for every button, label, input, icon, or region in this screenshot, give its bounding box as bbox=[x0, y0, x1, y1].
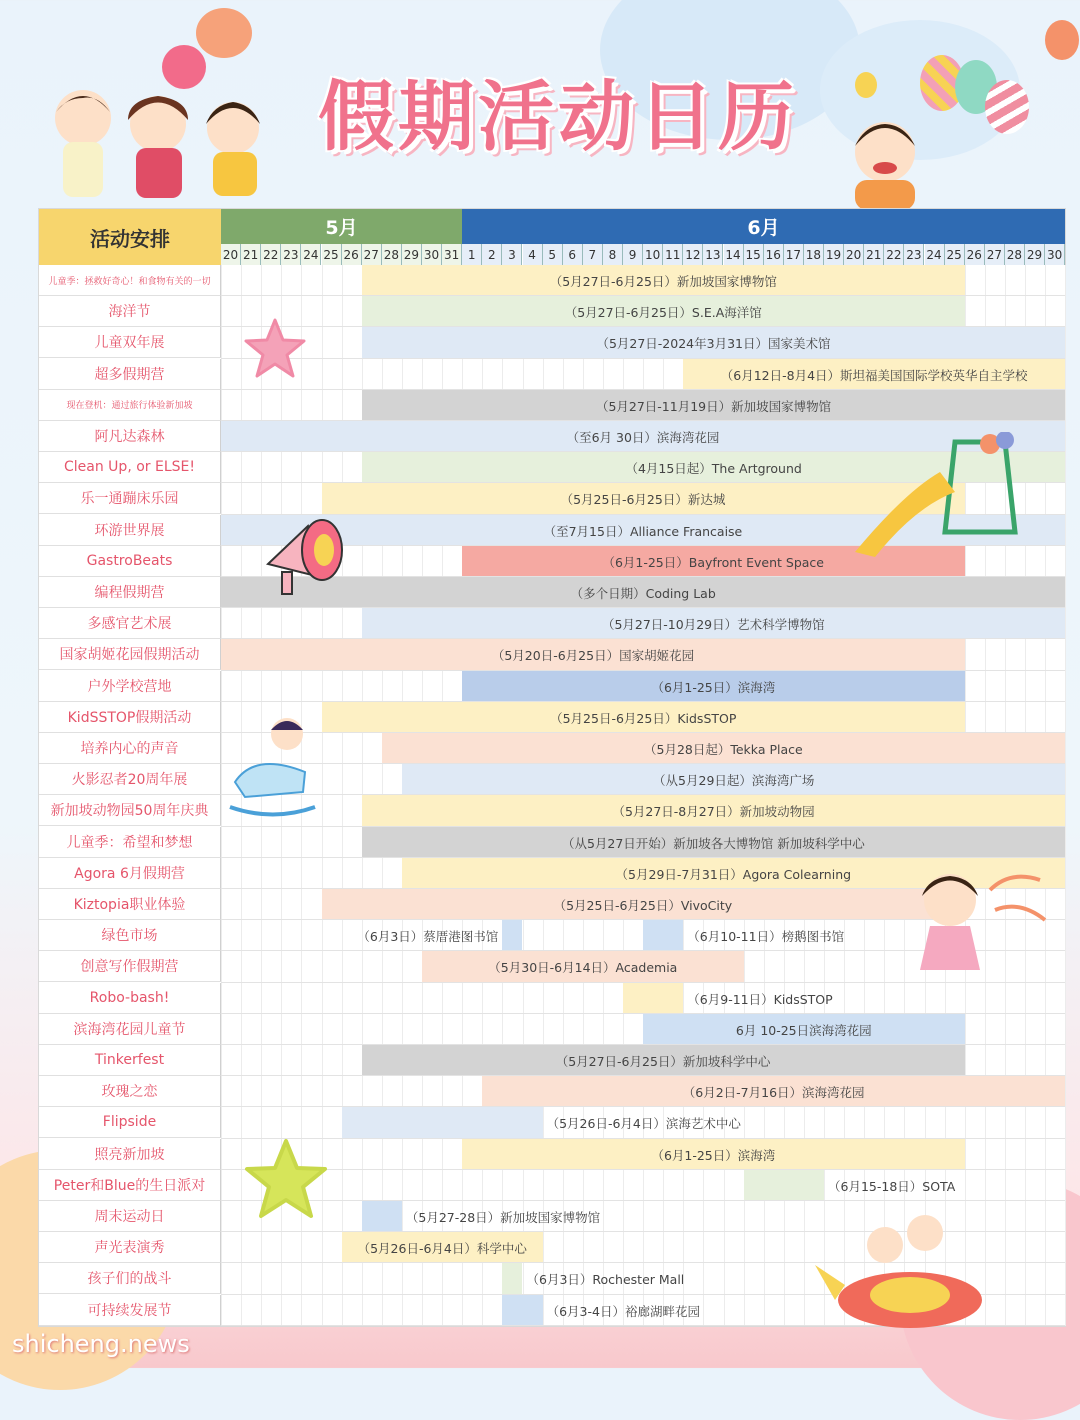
activity-detail: （5月27-28日）新加坡国家博物馆 bbox=[405, 1210, 601, 1225]
activity-detail: （5月27日-8月27日）新加坡动物园 bbox=[612, 804, 815, 820]
activity-detail: （5月27日-10月29日）艺术科学博物馆 bbox=[601, 617, 825, 633]
activity-detail: （6月2日-7月16日）滨海湾花园 bbox=[682, 1085, 865, 1101]
day-header-cell: 30 bbox=[422, 244, 442, 265]
activity-detail: （5月27日-6月25日）新加坡科学中心 bbox=[555, 1054, 771, 1069]
activity-detail: （5月27日-2024年3月31日）国家美术馆 bbox=[596, 336, 831, 352]
activity-detail: （从5月27日开始）新加坡各大博物馆 新加坡科学中心 bbox=[561, 835, 865, 851]
day-header-cell: 14 bbox=[724, 244, 744, 265]
activity-label: 海洋节 bbox=[39, 296, 221, 327]
activity-label: KidSSTOP假期活动 bbox=[39, 702, 221, 733]
month-header-june: 6月 bbox=[462, 209, 1065, 244]
day-header-cell: 2 bbox=[482, 244, 502, 265]
activity-label: 绿色市场 bbox=[39, 920, 221, 951]
activity-label: 儿童季：希望和梦想 bbox=[39, 827, 221, 858]
day-header-cell: 23 bbox=[281, 244, 301, 265]
activity-detail: （5月27日-6月25日）S.E.A海洋馆 bbox=[564, 305, 762, 321]
activity-label: 创意写作假期营 bbox=[39, 951, 221, 982]
megaphone-icon bbox=[262, 518, 346, 598]
activity-bar bbox=[502, 920, 522, 950]
day-header-cell: 25 bbox=[322, 244, 342, 265]
playground-slide-icon bbox=[845, 432, 1025, 562]
activity-label: 培养内心的声音 bbox=[39, 733, 221, 764]
day-header-cell: 20 bbox=[221, 244, 241, 265]
activity-detail: （5月28日起）Tekka Place bbox=[644, 742, 803, 757]
day-header-cell: 15 bbox=[744, 244, 764, 265]
day-header-cell: 27 bbox=[985, 244, 1005, 265]
activity-label: 阿凡达森林 bbox=[39, 421, 221, 452]
activity-label: 乐一通蹦床乐园 bbox=[39, 483, 221, 514]
activity-label: Agora 6月假期营 bbox=[39, 858, 221, 889]
activity-label: Robo-bash! bbox=[39, 983, 221, 1014]
activity-label: 超多假期营 bbox=[39, 359, 221, 390]
day-header-cell: 9 bbox=[623, 244, 643, 265]
day-header-cell: 24 bbox=[925, 244, 945, 265]
day-header-cell: 22 bbox=[884, 244, 904, 265]
activity-label: 现在登机：通过旅行体验新加坡 bbox=[39, 390, 221, 421]
balloon-icon bbox=[855, 72, 877, 98]
day-header-cell: 22 bbox=[261, 244, 281, 265]
activity-detail: （5月25日-6月25日）KidsSTOP bbox=[550, 710, 737, 726]
day-header-cell: 24 bbox=[301, 244, 321, 265]
activity-label: 玫瑰之恋 bbox=[39, 1076, 221, 1107]
activity-label: Clean Up, or ELSE! bbox=[39, 452, 221, 483]
activity-detail: （6月1-25日）滨海湾 bbox=[651, 1147, 776, 1163]
activity-detail: （6月9-11日）KidsSTOP bbox=[687, 991, 833, 1007]
day-header-cell: 11 bbox=[663, 244, 683, 265]
day-header-cell: 21 bbox=[864, 244, 884, 265]
activity-detail: （6月3-4日）裕廊湖畔花园 bbox=[546, 1303, 700, 1319]
activity-label: Kiztopia职业体验 bbox=[39, 889, 221, 920]
day-header-cell: 19 bbox=[824, 244, 844, 265]
activity-detail: （5月30日-6月14日）Academia bbox=[488, 960, 678, 976]
activity-detail: （5月20日-6月25日）国家胡姬花园 bbox=[491, 648, 695, 664]
heart-balloon-icon bbox=[196, 8, 252, 58]
activity-label: Tinkerfest bbox=[39, 1045, 221, 1076]
activity-detail: （5月26日-6月4日）滨海艺术中心 bbox=[546, 1116, 741, 1132]
activity-detail: 6月 10-25日滨海湾花园 bbox=[735, 1022, 872, 1038]
gridline-vertical bbox=[1065, 265, 1066, 1326]
activity-detail: （5月29日-7月31日）Agora Colearning bbox=[615, 866, 852, 882]
day-header-cell: 16 bbox=[764, 244, 784, 265]
activity-bar bbox=[744, 1170, 824, 1200]
day-header-cell: 26 bbox=[965, 244, 985, 265]
activity-detail: （多个日期）Coding Lab bbox=[570, 586, 716, 601]
kid-illustration-icon bbox=[48, 80, 278, 205]
calendar-grid bbox=[38, 208, 1066, 1327]
activity-label: 新加坡动物园50周年庆典 bbox=[39, 795, 221, 826]
star-icon bbox=[244, 1138, 328, 1222]
activity-label: 照亮新加坡 bbox=[39, 1139, 221, 1170]
day-header-cell: 1 bbox=[462, 244, 482, 265]
day-header-cell: 31 bbox=[442, 244, 462, 265]
activity-detail: （6月1-25日）滨海湾 bbox=[651, 679, 776, 695]
activity-label: Flipside bbox=[39, 1107, 221, 1138]
activity-detail: （从5月29日起）滨海湾广场 bbox=[653, 773, 815, 789]
day-header-cell: 28 bbox=[382, 244, 402, 265]
activity-bar bbox=[623, 983, 683, 1013]
activity-label: Peter和Blue的生日派对 bbox=[39, 1170, 221, 1201]
activity-bar bbox=[362, 1201, 402, 1231]
page-title: 假期活动日历 bbox=[318, 72, 798, 161]
girl-illustration-icon bbox=[900, 860, 1050, 980]
airplane-kids-icon bbox=[815, 1205, 995, 1355]
day-header-cell: 18 bbox=[804, 244, 824, 265]
activity-detail: （5月27日-11月19日）新加坡国家博物馆 bbox=[595, 398, 832, 414]
activity-detail: （5月27日-6月25日）新加坡国家博物馆 bbox=[549, 274, 777, 289]
activity-detail: （6月10-11日）榜鹅图书馆 bbox=[687, 929, 845, 945]
day-header-cell: 28 bbox=[1005, 244, 1025, 265]
day-header-cell: 25 bbox=[945, 244, 965, 265]
day-header-cell: 17 bbox=[784, 244, 804, 265]
day-header-cell: 13 bbox=[703, 244, 723, 265]
activity-bar bbox=[342, 1107, 543, 1137]
day-header-cell: 7 bbox=[583, 244, 603, 265]
day-header-cell: 6 bbox=[563, 244, 583, 265]
activity-label: 火影忍者20周年展 bbox=[39, 764, 221, 795]
activity-label: 可持续发展节 bbox=[39, 1295, 221, 1326]
activity-detail: （6月15-18日）SOTA bbox=[828, 1178, 956, 1194]
day-header-cell: 4 bbox=[523, 244, 543, 265]
day-header-cell: 20 bbox=[844, 244, 864, 265]
balloon-icon bbox=[985, 80, 1029, 134]
activity-label: GastroBeats bbox=[39, 546, 221, 577]
activity-label: 国家胡姬花园假期活动 bbox=[39, 639, 221, 670]
day-header-cell: 5 bbox=[543, 244, 563, 265]
activity-detail: （5月25日-6月25日）VivoCity bbox=[553, 898, 733, 913]
activity-bar bbox=[502, 1263, 522, 1293]
month-header-may: 5月 bbox=[221, 209, 462, 244]
day-header-cell: 26 bbox=[342, 244, 362, 265]
activity-label: 环游世界展 bbox=[39, 515, 221, 546]
activity-label: 儿童季：拯救好奇心！和食物有关的一切 bbox=[39, 265, 221, 296]
activity-label: 户外学校营地 bbox=[39, 671, 221, 702]
day-header-cell: 8 bbox=[603, 244, 623, 265]
activity-detail: （6月1-25日）Bayfront Event Space bbox=[602, 554, 824, 570]
day-header-cell: 10 bbox=[643, 244, 663, 265]
activity-detail: （6月3日）蔡厝港图书馆 bbox=[357, 929, 499, 945]
activity-label: 儿童双年展 bbox=[39, 327, 221, 358]
activity-header: 活动安排 bbox=[39, 209, 221, 265]
watermark: shicheng.news bbox=[12, 1330, 190, 1358]
day-header-cell: 27 bbox=[362, 244, 382, 265]
day-header-cell: 29 bbox=[1025, 244, 1045, 265]
activity-detail: （至6月 30日）滨海湾花园 bbox=[566, 430, 720, 445]
day-header-cell: 30 bbox=[1045, 244, 1065, 265]
activity-detail: （4月15日起）The Artground bbox=[625, 461, 802, 477]
activity-bar bbox=[643, 920, 683, 950]
activity-detail: （6月3日）Rochester Mall bbox=[526, 1272, 685, 1288]
activity-bar bbox=[502, 1295, 542, 1325]
gridline-horizontal bbox=[221, 1200, 1065, 1201]
kid-illustration-icon bbox=[830, 110, 940, 210]
gridline-horizontal bbox=[221, 1169, 1065, 1170]
activity-label: 编程假期营 bbox=[39, 577, 221, 608]
day-header-cell: 21 bbox=[241, 244, 261, 265]
activity-label: 多感官艺术展 bbox=[39, 608, 221, 639]
star-icon bbox=[244, 318, 306, 380]
activity-label: 声光表演秀 bbox=[39, 1232, 221, 1263]
day-header-cell: 29 bbox=[402, 244, 422, 265]
activity-detail: （6月12日-8月4日）斯坦福美国国际学校英华自主学校 bbox=[720, 367, 1028, 383]
day-header-cell: 12 bbox=[683, 244, 703, 265]
activity-label: 周末运动日 bbox=[39, 1201, 221, 1232]
activity-detail: （至7月15日）Alliance Francaise bbox=[543, 523, 743, 539]
activity-detail: （5月26日-6月4日）科学中心 bbox=[357, 1241, 527, 1257]
day-header-cell: 3 bbox=[502, 244, 522, 265]
activity-detail: （5月25日-6月25日）新达城 bbox=[560, 492, 726, 508]
activity-label: 滨海湾花园儿童节 bbox=[39, 1014, 221, 1045]
kid-rocking-horse-icon bbox=[225, 712, 321, 822]
balloon-icon bbox=[1045, 20, 1079, 60]
day-header-cell: 23 bbox=[904, 244, 924, 265]
activity-label: 孩子们的战斗 bbox=[39, 1263, 221, 1294]
